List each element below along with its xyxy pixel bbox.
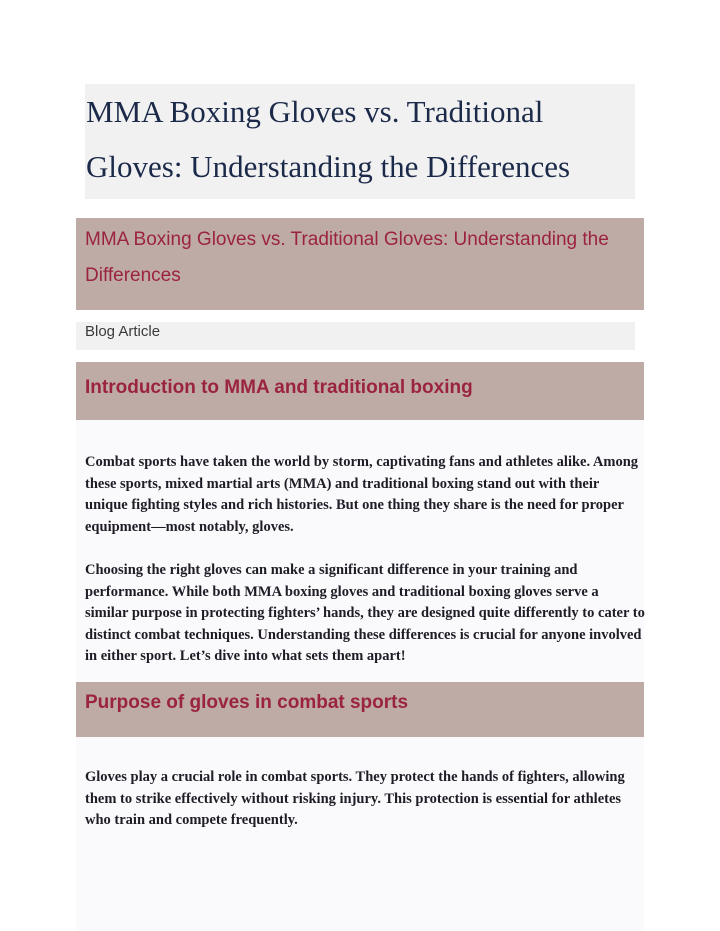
article-tag: [76, 322, 635, 350]
subtitle-block: [76, 218, 644, 310]
section-heading-introduction: [76, 362, 644, 420]
paragraph: Combat sports have taken the world by storm, captivating fans and athletes alike. Among these sports, mixed martial arts (MMA) and traditional boxing stand out with their unique fighting styles and rich histories. But one thing they share is the need for proper equipment—most notably, gloves.: [85, 454, 639, 535]
section-heading-text: Purpose of gloves in combat sports: [85, 692, 409, 713]
title-block: [85, 84, 635, 199]
article-tag-label: Blog Article: [85, 323, 161, 340]
page-subtitle: MMA Boxing Gloves vs. Traditional Gloves: Understanding the Differences: [85, 229, 609, 286]
paragraph: Gloves play a crucial role in combat sports. They protect the hands of fighters, allowing them to strike effectively without risking injury. This protection is essential for athletes who train and compete frequently.: [85, 769, 625, 828]
page-title: MMA Boxing Gloves vs. Traditional Gloves: Understanding the Differences: [86, 94, 571, 184]
section-heading-text: Introduction to MMA and traditional boxing: [85, 377, 473, 398]
section-heading-purpose: [76, 682, 644, 737]
paragraph: Choosing the right gloves can make a significant difference in your training and performance. While both MMA boxing gloves and traditional boxing gloves serve a similar purpose in protecting fighters’ hands, they are designed quite differently to cater to distinct combat techniques. Understanding these differences is crucial for anyone involved in either sport. Let’s dive into what sets them apart!: [85, 562, 645, 664]
